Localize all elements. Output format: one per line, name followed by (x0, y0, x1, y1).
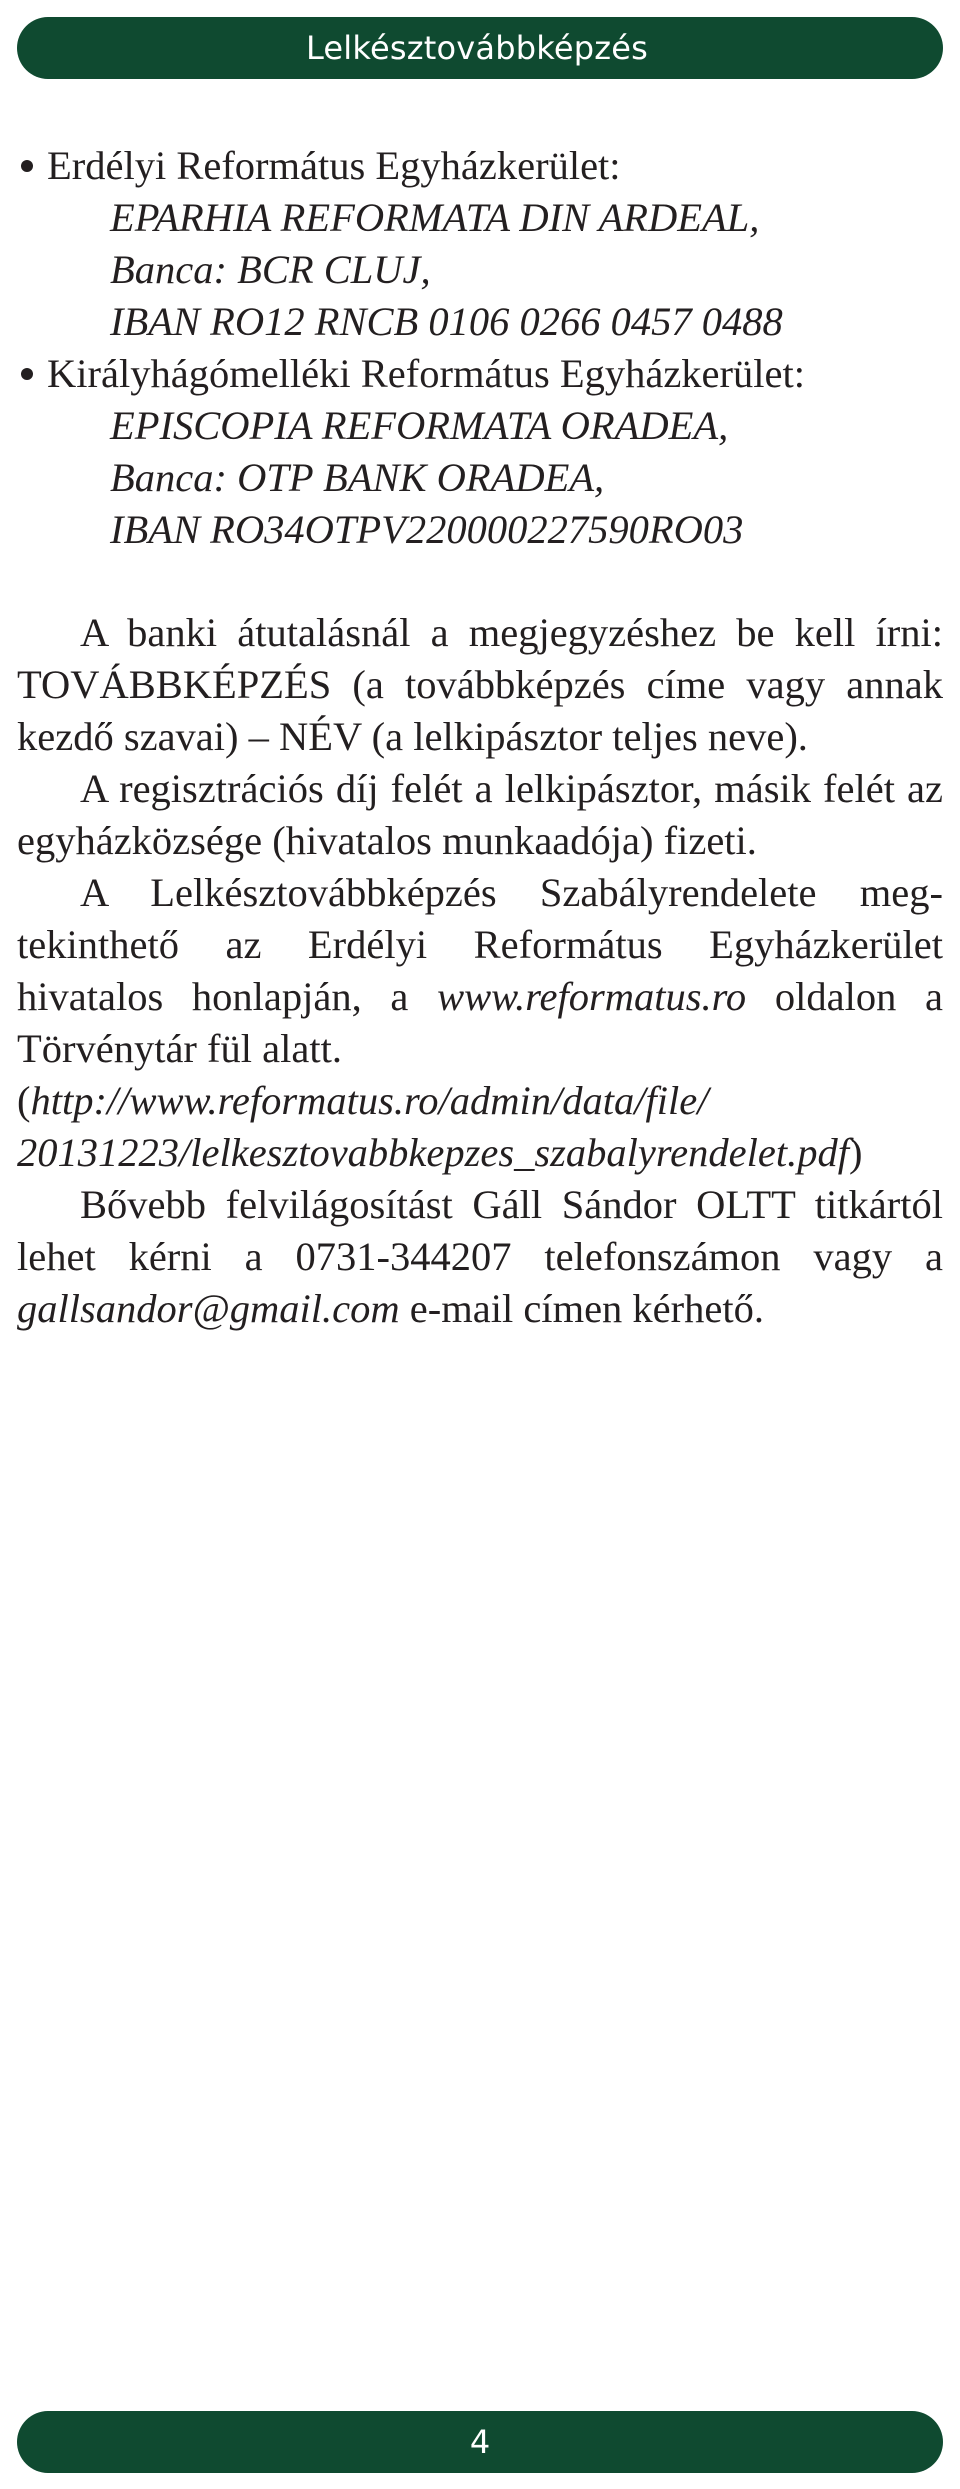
rules-text-before: A Lelkésztovábbképzés Szabályrendelete megtekinthető az Erdélyi Református Egyházkerület hivatalos honlapján, a (17, 870, 943, 1019)
rules-paragraph (17, 867, 943, 1075)
pdf-link-line-1 (17, 1075, 943, 1127)
pdf-link-close-paren: ) (848, 1130, 863, 1175)
bank-account-holder: EPISCOPIA REFORMATA ORADEA, (110, 403, 729, 448)
bank-name: Banca: BCR CLUJ, (110, 247, 431, 292)
bullet-icon (21, 368, 33, 380)
pdf-link-part-1[interactable]: http://www.reformatus.ro/admin/data/file/ (30, 1078, 709, 1123)
bank-iban: IBAN RO12 RNCB 0106 0266 0457 0488 (110, 299, 783, 344)
bank-account-holder: EPARHIA REFORMATA DIN ARDEAL, (110, 195, 760, 240)
paragraph-spacer (17, 556, 943, 607)
bank-owner-name: Királyhágómelléki Református Egyházkerület: (47, 351, 805, 396)
pdf-link-part-2[interactable]: 20131223/lelkesztovabbkepzes_szabalyrendelet.pdf (17, 1130, 849, 1175)
contact-text-before: Bővebb felvilágosítást Gáll Sándor OLTT titkártól lehet kérni a 0731-344207 telefonszámon vagy a (17, 1182, 943, 1279)
bank-entry-kiralyhagomelleki (17, 348, 943, 556)
page-number: 4 (469, 2423, 491, 2461)
website-link[interactable]: www.reformatus.ro (437, 974, 747, 1019)
contact-paragraph (17, 1179, 943, 1335)
bank-iban: IBAN RO34OTPV220000227590RO03 (110, 507, 744, 552)
contact-text-after: e-mail címen kérhető. (399, 1286, 764, 1331)
rules-text-after: oldalon a Törvénytár fül alatt. (17, 974, 943, 1071)
bank-entry-erdelyi (17, 140, 943, 348)
document-body (17, 140, 943, 1335)
bank-owner-name: Erdélyi Református Egyházkerület: (47, 143, 621, 188)
page-title: Lelkésztovábbképzés (305, 29, 648, 67)
bullet-icon (21, 160, 33, 172)
transfer-note-paragraph: A banki átutalásnál a megjegyzéshez be kell írni: TOVÁBBKÉPZÉS (a továbbképzés címe vagy annak kezdő szavai) – NÉV (a lelkipásztor teljes neve). (17, 610, 943, 759)
fee-note-paragraph: A regisztrációs díj felét a lelkipásztor, másik felét az egyházközsége (hivatalos munkaadója) fizeti. (17, 766, 943, 863)
bank-name: Banca: OTP BANK ORADEA, (110, 455, 605, 500)
footer-bar (17, 2411, 943, 2473)
email-link[interactable]: gallsandor@gmail.com (17, 1286, 400, 1331)
header-bar (17, 17, 943, 79)
pdf-link-open-paren: ( (17, 1078, 31, 1123)
pdf-link-line-2 (17, 1127, 943, 1179)
